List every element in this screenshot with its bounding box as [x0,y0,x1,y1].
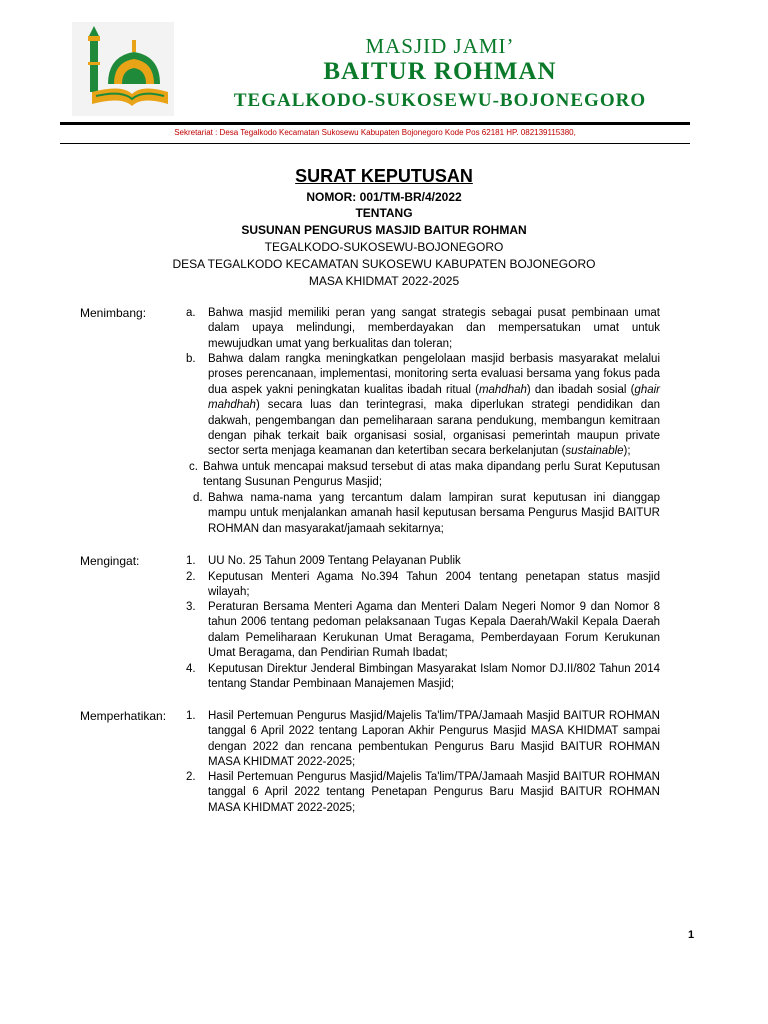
header-rule-thin [60,143,690,144]
section-label-memperhatikan: Memperhatikan: [80,709,167,723]
list-item: Bahwa dalam rangka meningkatkan pengelolaan masjid berbasis masyarakat melalui proses perencanaan, implementasi, monitoring serta evaluasi bersama yang fokus pada dua aspek yakni peningkatan kualitas ibadah ritual (mahdhah) dan ibadah sosial (ghair mahdhah) secara luas dan terintegrasi, maka diperlukan strategi pendidikan dan dakwah, pengembangan dan pemeliharaan sarana pendukung, membangun kemitraan dengan pihak terkait baik organisasi sosial, organisasi pemerintah maupun private sector serta menjaga keamanan dan ketertiban secara berkelanjutan (sustainable); [208,353,660,458]
list-marker: d. [193,492,203,504]
list-item: Bahwa nama-nama yang tercantum dalam lampiran surat keputusan ini dianggap mampu untuk menjalankan amanah hasil keputusan bersama Pengurus Masjid BAITUR ROHMAN dan masyarakat/jamaah sekitarnya; [208,492,660,535]
subject-line2: TEGALKODO-SUKOSEWU-BOJONEGORO [264,240,504,254]
document-number: NOMOR: 001/TM-BR/4/2022 [306,190,462,204]
section-label-menimbang: Menimbang: [80,306,147,320]
subject-line1: SUSUNAN PENGURUS MASJID BAITUR ROHMAN [241,223,527,237]
tentang-label: TENTANG [355,206,413,220]
list-marker: 1. [186,710,196,722]
secretariat-address: Sekretariat : Desa Tegalkodo Kecamatan Sukosewu Kabupaten Bojonegoro Kode Pos 62181 HP. 082139115380, [174,128,576,137]
header-rule-thick [60,122,690,125]
list-marker: b. [186,353,196,365]
list-marker: 2. [186,571,196,583]
list-item: Bahwa masjid memiliki peran yang sangat strategis sebagai pusat pembinaan umat dalam upaya melindungi, memberdayakan dan mempersatukan umat untuk mewujudkan umat yang berkualitas dan toleran; [208,307,660,350]
list-item: UU No. 25 Tahun 2009 Tentang Pelayanan Publik [208,555,461,567]
mosque-name-line2: BAITUR ROHMAN [323,58,557,85]
list-marker: 3. [186,601,196,613]
list-item: Bahwa untuk mencapai maksud tersebut di atas maka dipandang perlu Surat Keputusan tentang Susunan Pengurus Masjid; [203,461,660,489]
page-number: 1 [688,929,695,941]
list-marker: 4. [186,663,196,675]
list-marker: 1. [186,555,196,567]
list-item: Keputusan Direktur Jenderal Bimbingan Masyarakat Islam Nomor DJ.II/802 Tahun 2014 tentang Standar Pembinaan Manajemen Masjid; [208,663,660,691]
mosque-logo [72,22,174,116]
mosque-location: TEGALKODO-SUKOSEWU-BOJONEGORO [233,90,647,111]
mosque-name-line1: MASJID JAMI’ [365,34,515,58]
section-label-mengingat: Mengingat: [80,554,140,568]
list-item: Keputusan Menteri Agama No.394 Tahun 2004 tentang penetapan status masjid wilayah; [208,571,660,599]
subject-line3: DESA TEGALKODO KECAMATAN SUKOSEWU KABUPATEN BOJONEGORO [172,257,596,271]
list-marker: 2. [186,771,196,783]
list-marker: a. [186,307,196,319]
list-item: Peraturan Bersama Menteri Agama dan Menteri Dalam Negeri Nomor 9 dan Nomor 8 tahun 2006 tentang pedoman pelaksanaan Tugas Kepala Daerah/Wakil Kepala Daerah dalam Pemeliharaan Kerukunan Umat Beragama, Pemberdayaan Forum Kerukunan Umat Beragama, dan Pendirian Rumah Ibadat; [208,601,660,660]
document-title: SURAT KEPUTUSAN [295,166,473,186]
subject-line4: MASA KHIDMAT 2022-2025 [308,274,460,288]
list-item: Hasil Pertemuan Pengurus Masjid/Majelis Ta'lim/TPA/Jamaah Masjid BAITUR ROHMAN tanggal 6 April 2022 tentang Laporan Akhir Pengurus Masjid MASA KHIDMAT sampai dengan 2022 dan rencana pembentukan Pengurus Baru Masjid BAITUR ROHMAN MASA KHIDMAT 2022-2025; [208,710,660,769]
list-marker: c. [189,461,198,473]
list-item: Hasil Pertemuan Pengurus Masjid/Majelis Ta'lim/TPA/Jamaah Masjid BAITUR ROHMAN tanggal 6 April 2022 tentang Penetapan Pengurus Baru Masjid BAITUR ROHMAN MASA KHIDMAT 2022-2025; [208,771,660,814]
